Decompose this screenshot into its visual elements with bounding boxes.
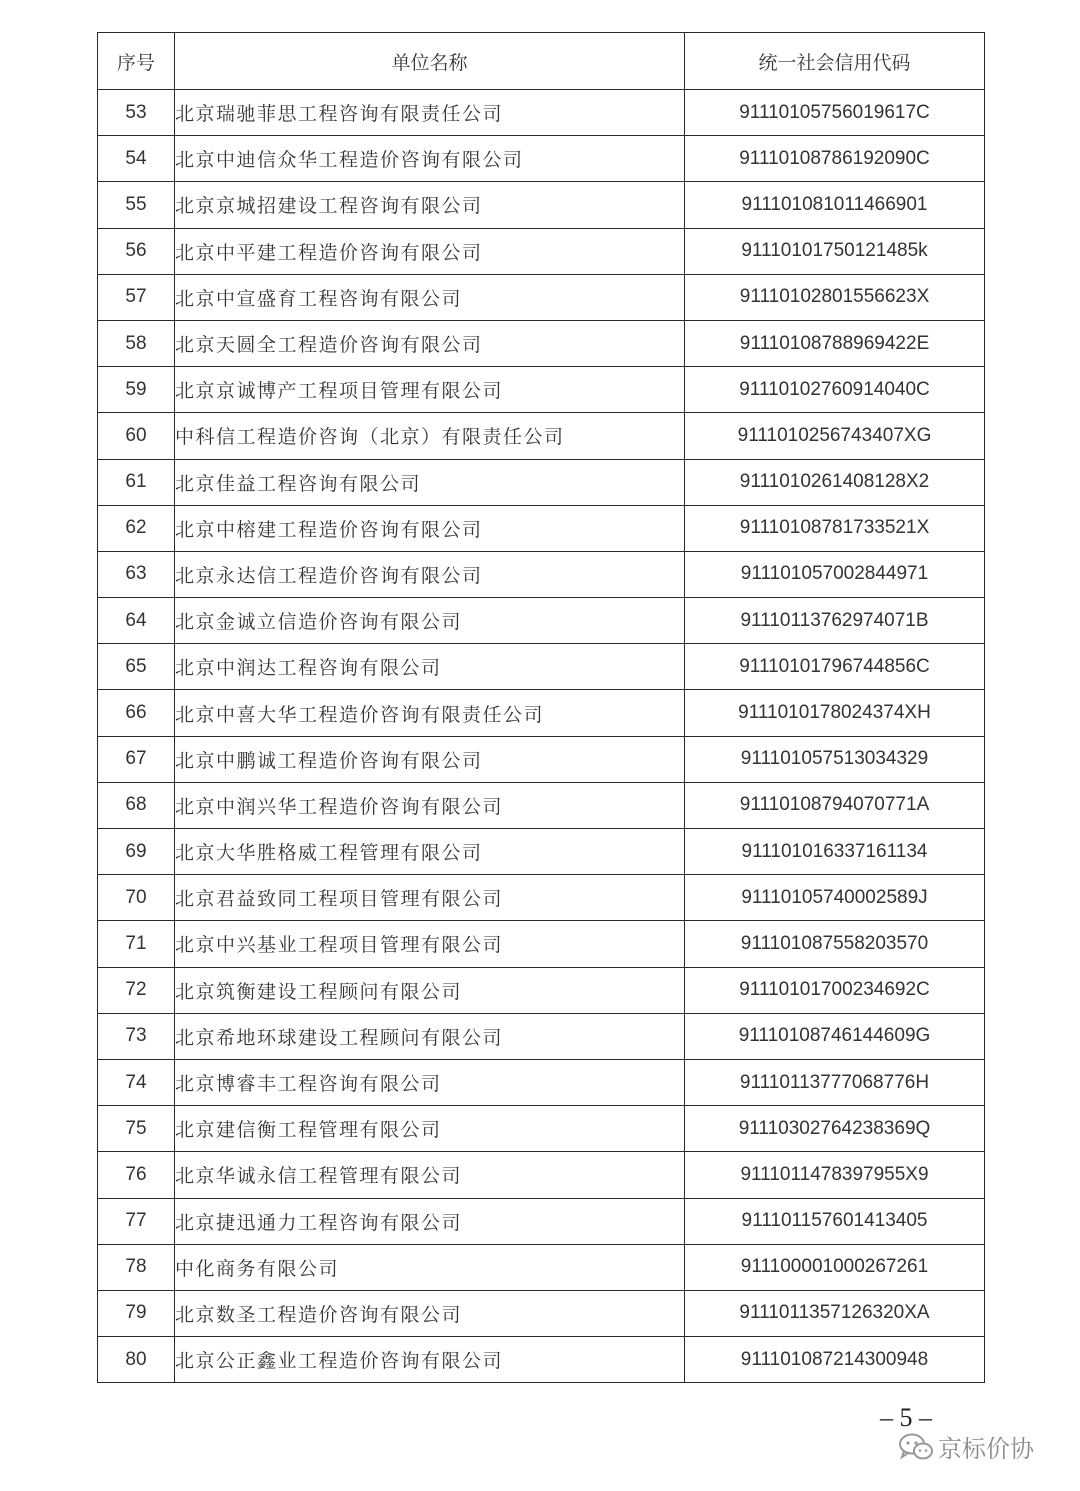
table-row <box>98 136 985 182</box>
company-name-cell: 北京数圣工程造价咨询有限公司 <box>175 1290 685 1336</box>
credit-code-cell: 911101157601413405 <box>685 1198 985 1244</box>
table-row <box>98 367 985 413</box>
serial-number-cell: 73 <box>98 1013 175 1059</box>
header-serial-number: 序号 <box>98 33 175 90</box>
credit-code-cell: 91110101750121485k <box>685 228 985 274</box>
serial-number-cell: 54 <box>98 136 175 182</box>
table-row <box>98 1337 985 1383</box>
company-name-cell: 北京永达信工程造价咨询有限公司 <box>175 551 685 597</box>
header-credit-code: 统一社会信用代码 <box>685 33 985 90</box>
company-name-cell: 北京中喜大华工程造价咨询有限责任公司 <box>175 690 685 736</box>
company-name-cell: 中科信工程造价咨询（北京）有限责任公司 <box>175 413 685 459</box>
header-company-name: 单位名称 <box>175 33 685 90</box>
table-row <box>98 598 985 644</box>
company-name-cell: 北京希地环球建设工程顾问有限公司 <box>175 1013 685 1059</box>
company-name-cell: 北京中迪信众华工程造价咨询有限公司 <box>175 136 685 182</box>
credit-code-cell: 9111011357126320XA <box>685 1290 985 1336</box>
serial-number-cell: 62 <box>98 505 175 551</box>
serial-number-cell: 65 <box>98 644 175 690</box>
table-row <box>98 1013 985 1059</box>
serial-number-cell: 72 <box>98 967 175 1013</box>
company-name-cell: 北京中榕建工程造价咨询有限公司 <box>175 505 685 551</box>
table-row <box>98 228 985 274</box>
serial-number-cell: 75 <box>98 1106 175 1152</box>
company-name-cell: 北京公正鑫业工程造价咨询有限公司 <box>175 1337 685 1383</box>
company-name-cell: 北京佳益工程咨询有限公司 <box>175 459 685 505</box>
credit-code-cell: 9111010261408128X2 <box>685 459 985 505</box>
serial-number-cell: 78 <box>98 1244 175 1290</box>
serial-number-cell: 68 <box>98 782 175 828</box>
wechat-icon <box>898 1432 934 1462</box>
company-name-cell: 北京金诚立信造价咨询有限公司 <box>175 598 685 644</box>
table-row <box>98 1059 985 1105</box>
serial-number-cell: 71 <box>98 921 175 967</box>
watermark <box>898 1429 1034 1464</box>
serial-number-cell: 59 <box>98 367 175 413</box>
table-row <box>98 644 985 690</box>
serial-number-cell: 60 <box>98 413 175 459</box>
credit-code-cell: 91110105740002589J <box>685 875 985 921</box>
table-row <box>98 690 985 736</box>
credit-code-cell: 91110102760914040C <box>685 367 985 413</box>
company-name-cell: 北京京诚博产工程项目管理有限公司 <box>175 367 685 413</box>
credit-code-cell: 9111011478397955X9 <box>685 1152 985 1198</box>
company-name-cell: 北京中兴基业工程项目管理有限公司 <box>175 921 685 967</box>
company-name-cell: 北京中鹏诚工程造价咨询有限公司 <box>175 736 685 782</box>
table-row <box>98 551 985 597</box>
serial-number-cell: 53 <box>98 90 175 136</box>
credit-code-cell: 911101057513034329 <box>685 736 985 782</box>
company-name-cell: 北京君益致同工程项目管理有限公司 <box>175 875 685 921</box>
credit-code-cell: 91110108788969422E <box>685 320 985 366</box>
serial-number-cell: 57 <box>98 274 175 320</box>
company-table <box>97 32 985 1383</box>
serial-number-cell: 63 <box>98 551 175 597</box>
company-name-cell: 北京博睿丰工程咨询有限公司 <box>175 1059 685 1105</box>
credit-code-cell: 91110105756019617C <box>685 90 985 136</box>
credit-code-cell: 91110101796744856C <box>685 644 985 690</box>
table-row <box>98 782 985 828</box>
company-name-cell: 北京华诚永信工程管理有限公司 <box>175 1152 685 1198</box>
table-row <box>98 1244 985 1290</box>
table-row <box>98 736 985 782</box>
table-row <box>98 829 985 875</box>
credit-code-cell: 91110113777068776H <box>685 1059 985 1105</box>
table-row <box>98 182 985 228</box>
table-row <box>98 1106 985 1152</box>
credit-code-cell: 91110101700234692C <box>685 967 985 1013</box>
table-row <box>98 1290 985 1336</box>
credit-code-cell: 91110302764238369Q <box>685 1106 985 1152</box>
credit-code-cell: 91110113762974071B <box>685 598 985 644</box>
company-name-cell: 北京筑衡建设工程顾问有限公司 <box>175 967 685 1013</box>
table-row <box>98 459 985 505</box>
table-body <box>98 90 985 1383</box>
credit-code-cell: 911101087558203570 <box>685 921 985 967</box>
header-row <box>98 33 985 90</box>
credit-code-cell: 91110108781733521X <box>685 505 985 551</box>
serial-number-cell: 77 <box>98 1198 175 1244</box>
credit-code-cell: 91110108746144609G <box>685 1013 985 1059</box>
credit-code-cell: 911101087214300948 <box>685 1337 985 1383</box>
credit-code-cell: 911100001000267261 <box>685 1244 985 1290</box>
company-name-cell: 中化商务有限公司 <box>175 1244 685 1290</box>
table-row <box>98 413 985 459</box>
serial-number-cell: 76 <box>98 1152 175 1198</box>
page-number: – 5 – <box>880 1403 932 1432</box>
serial-number-cell: 67 <box>98 736 175 782</box>
table-row <box>98 90 985 136</box>
serial-number-cell: 69 <box>98 829 175 875</box>
table-row <box>98 274 985 320</box>
table-row <box>98 320 985 366</box>
company-name-cell: 北京瑞驰菲思工程咨询有限责任公司 <box>175 90 685 136</box>
company-name-cell: 北京中润达工程咨询有限公司 <box>175 644 685 690</box>
company-name-cell: 北京建信衡工程管理有限公司 <box>175 1106 685 1152</box>
credit-code-cell: 9111010256743407XG <box>685 413 985 459</box>
serial-number-cell: 74 <box>98 1059 175 1105</box>
table-row <box>98 967 985 1013</box>
table-header <box>98 33 985 90</box>
company-name-cell: 北京天圆全工程造价咨询有限公司 <box>175 320 685 366</box>
table-row <box>98 505 985 551</box>
serial-number-cell: 66 <box>98 690 175 736</box>
table-row <box>98 921 985 967</box>
company-name-cell: 北京中润兴华工程造价咨询有限公司 <box>175 782 685 828</box>
credit-code-cell: 9111010178024374XH <box>685 690 985 736</box>
company-name-cell: 北京京城招建设工程咨询有限公司 <box>175 182 685 228</box>
table-row <box>98 875 985 921</box>
company-name-cell: 北京大华胜格威工程管理有限公司 <box>175 829 685 875</box>
credit-code-cell: 91110108786192090C <box>685 136 985 182</box>
company-name-cell: 北京捷迅通力工程咨询有限公司 <box>175 1198 685 1244</box>
serial-number-cell: 79 <box>98 1290 175 1336</box>
serial-number-cell: 80 <box>98 1337 175 1383</box>
credit-code-cell: 91110108794070771A <box>685 782 985 828</box>
table-row <box>98 1152 985 1198</box>
serial-number-cell: 58 <box>98 320 175 366</box>
credit-code-cell: 911101016337161134 <box>685 829 985 875</box>
credit-code-cell: 911101057002844971 <box>685 551 985 597</box>
table-row <box>98 1198 985 1244</box>
company-name-cell: 北京中宣盛育工程咨询有限公司 <box>175 274 685 320</box>
company-name-cell: 北京中平建工程造价咨询有限公司 <box>175 228 685 274</box>
credit-code-cell: 91110102801556623X <box>685 274 985 320</box>
credit-code-cell: 911101081011466901 <box>685 182 985 228</box>
watermark-text: 京标价协 <box>938 1435 1034 1463</box>
serial-number-cell: 70 <box>98 875 175 921</box>
serial-number-cell: 64 <box>98 598 175 644</box>
serial-number-cell: 61 <box>98 459 175 505</box>
serial-number-cell: 55 <box>98 182 175 228</box>
serial-number-cell: 56 <box>98 228 175 274</box>
